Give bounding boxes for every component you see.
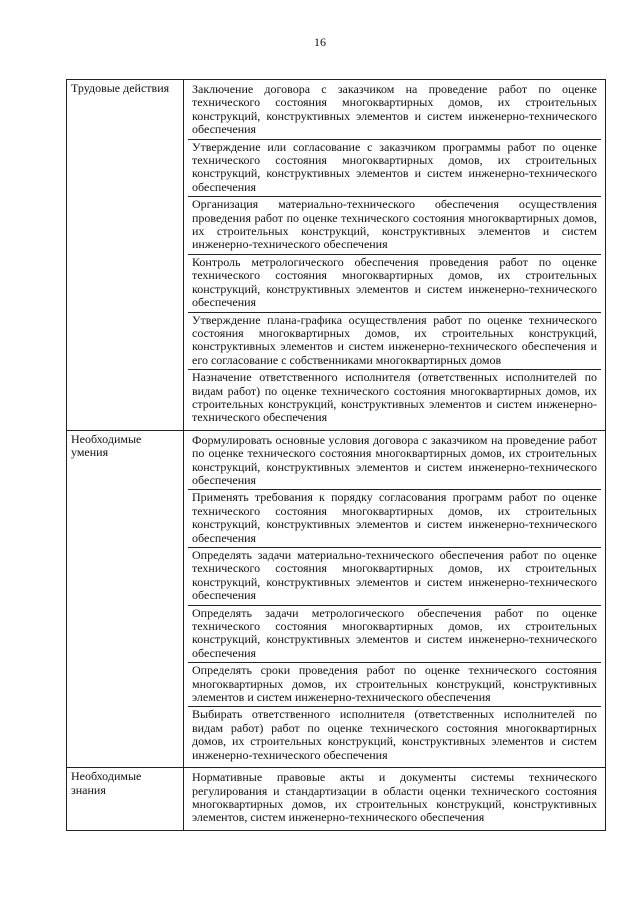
list-item: Выбирать ответственного исполнителя (ответственных исполнителей по видам работ) работ по оценке технического состояния многоквартирных домов, их строительных конструкций, конструктивных элементов и систем инженерно-технического обеспечения xyxy=(192,707,597,762)
list-item: Определять задачи метрологического обеспечения работ по оценке технического состояния многоквартирных домов, их строительных конструкций, конструктивных элементов и систем инженерно-технического обеспечения xyxy=(188,606,601,664)
list-item: Нормативные правовые акты и документы системы технического регулирования и стандартизации в области оценки технического состояния многоквартирных домов, их строительных конструкций, конструктивных элементов, систем инженерно-технического обеспечения xyxy=(192,770,597,825)
list-item: Определять сроки проведения работ по оценке технического состояния многоквартирных домов, их строительных конструкций, конструктивных элементов и систем инженерно-технического обеспечения xyxy=(188,663,601,707)
list-item: Контроль метрологического обеспечения проведения работ по оценке технического состояния многоквартирных домов, их строительных конструкций, конструктивных элементов и систем инженерно-технического обеспечения xyxy=(188,255,601,313)
list-item: Организация материально-технического обеспечения осуществления проведения работ по оценке технического состояния многоквартирных домов, их строительных конструкций, конструктивных элементов и систем инженерно-технического обеспечения xyxy=(188,197,601,255)
table-row xyxy=(67,768,606,831)
page-number: 16 xyxy=(314,35,326,49)
row-content xyxy=(184,80,606,431)
list-item: Применять требования к порядку согласования программ работ по оценке технического состояния многоквартирных домов, их строительных конструкций, конструктивных элементов и систем инженерно-технического обеспечения xyxy=(188,490,601,548)
list-item: Формулировать основные условия договора с заказчиком на проведение работ по оценке технического состояния многоквартирных домов, их строительных конструкций, конструктивных элементов и систем инженерно-технического обеспечения xyxy=(188,433,601,491)
list-item: Назначение ответственного исполнителя (ответственных исполнителей по видам работ) по оценке технического состояния многоквартирных домов, их строительных конструкций, конструктивных элементов и систем инженерно-технического обеспечения xyxy=(192,370,597,425)
row-label: Трудовые действия xyxy=(67,80,184,431)
row-label: Необходимые знания xyxy=(67,768,184,831)
row-content xyxy=(184,430,606,767)
table-row xyxy=(67,430,606,767)
list-item: Утверждение или согласование с заказчиком программы работ по оценке технического состояния многоквартирных домов, их строительных конструкций, конструктивных элементов и систем инженерно-технического обеспечения xyxy=(188,140,601,198)
row-content xyxy=(184,768,606,831)
table-row xyxy=(67,80,606,431)
list-item: Утверждение плана-графика осуществления работ по оценке технического состояния многоквартирных домов, их строительных конструкций, конструктивных элементов и систем инженерно-технического обеспечения и его согласование с собственниками многоквартирных домов xyxy=(188,313,601,371)
requirements-table xyxy=(66,79,606,831)
row-label: Необходимые умения xyxy=(67,430,184,767)
list-item: Определять задачи материально-технического обеспечения работ по оценке технического состояния многоквартирных домов, их строительных конструкций, конструктивных элементов и систем инженерно-технического обеспечения xyxy=(188,548,601,606)
list-item: Заключение договора с заказчиком на проведение работ по оценке технического состояния многоквартирных домов, их строительных конструкций, конструктивных элементов и систем инженерно-технического обеспечения xyxy=(188,82,601,140)
